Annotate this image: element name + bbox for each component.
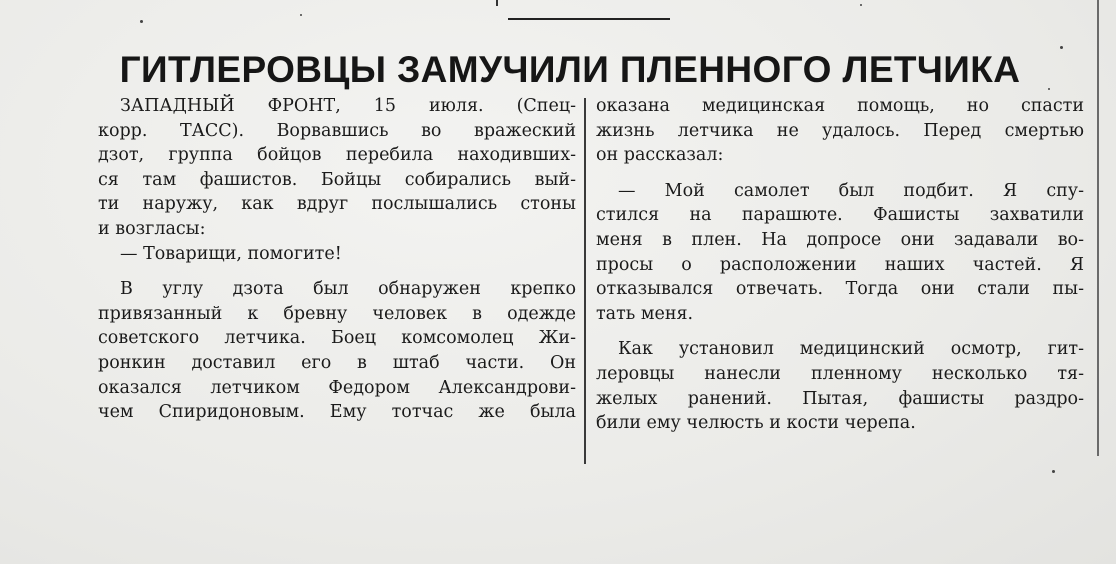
article-text-line: оказался летчиком Федором Александрови- <box>98 377 576 398</box>
article-text-line: леровцы нанесли пленному несколько тя- <box>596 363 1084 384</box>
article-text-line: — Мой самолет был подбит. Я спу- <box>618 180 1084 201</box>
article-text-line: ти наружу, как вдруг послышались стоны <box>98 194 576 215</box>
paragraph-gap <box>596 168 1084 179</box>
print-speck <box>1048 88 1050 90</box>
paragraph-gap <box>596 326 1084 337</box>
article-text-line: Как установил медицинский осмотр, гит- <box>618 339 1084 360</box>
article-text-line: В углу дзота был обнаружен крепко <box>120 279 576 300</box>
article-text-line: дзот, группа бойцов перебила находивших- <box>98 145 576 166</box>
top-mark <box>496 0 498 6</box>
article-text-line: стился на парашюте. Фашисты захватили <box>596 205 1084 226</box>
article-text-line: ЗАПАДНЫЙ ФРОНТ, 15 июля. (Спец- <box>120 96 576 116</box>
print-speck <box>1052 470 1055 473</box>
article-text-line: он рассказал: <box>596 145 724 166</box>
article-text-line: и возгласы: <box>98 218 206 239</box>
print-speck <box>860 4 862 6</box>
article-text-line: корр. ТАСС). Ворвавшись во вражеский <box>98 120 576 141</box>
article-text-line: чем Спиридоновым. Ему тотчас же была <box>98 402 576 423</box>
page-edge-rule <box>1097 0 1099 456</box>
article-text-line: советского летчика. Боец комсомолец Жи- <box>98 328 576 349</box>
column-divider <box>584 98 586 464</box>
print-speck <box>140 20 143 23</box>
article-text-line: желых ранений. Пытая, фашисты раздро- <box>596 388 1084 409</box>
article-text-line: привязанный к бревну человек в одежде <box>98 303 576 324</box>
article-text-line: — Товарищи, помогите! <box>120 243 342 264</box>
print-speck <box>300 14 302 16</box>
article-text-line: тать меня. <box>596 303 694 324</box>
article-text-line: ся там фашистов. Бойцы собирались вый- <box>98 169 576 190</box>
paragraph-gap <box>98 266 576 277</box>
print-speck <box>1060 46 1063 49</box>
article-text-line: отказывался отвечать. Тогда они стали пы- <box>596 279 1084 300</box>
article-column-left <box>98 94 576 425</box>
top-separator-rule <box>508 18 670 20</box>
article-text-line: жизнь летчика не удалось. Перед смертью <box>596 120 1084 141</box>
article-text-line: ронкин доставил его в штаб части. Он <box>98 352 576 373</box>
article-text-line: били ему челюсть и кости черепа. <box>596 413 916 434</box>
article-text-line: меня в плен. На допросе они задавали во- <box>596 229 1084 250</box>
article-headline: ГИТЛЕРОВЦЫ ЗАМУЧИЛИ ПЛЕННОГО ЛЕТЧИКА <box>119 49 1021 90</box>
article-column-right <box>596 94 1084 436</box>
article-text-line: оказана медицинская помощь, но спасти <box>596 96 1084 116</box>
article-text-line: просы о расположении наших частей. Я <box>596 254 1084 275</box>
